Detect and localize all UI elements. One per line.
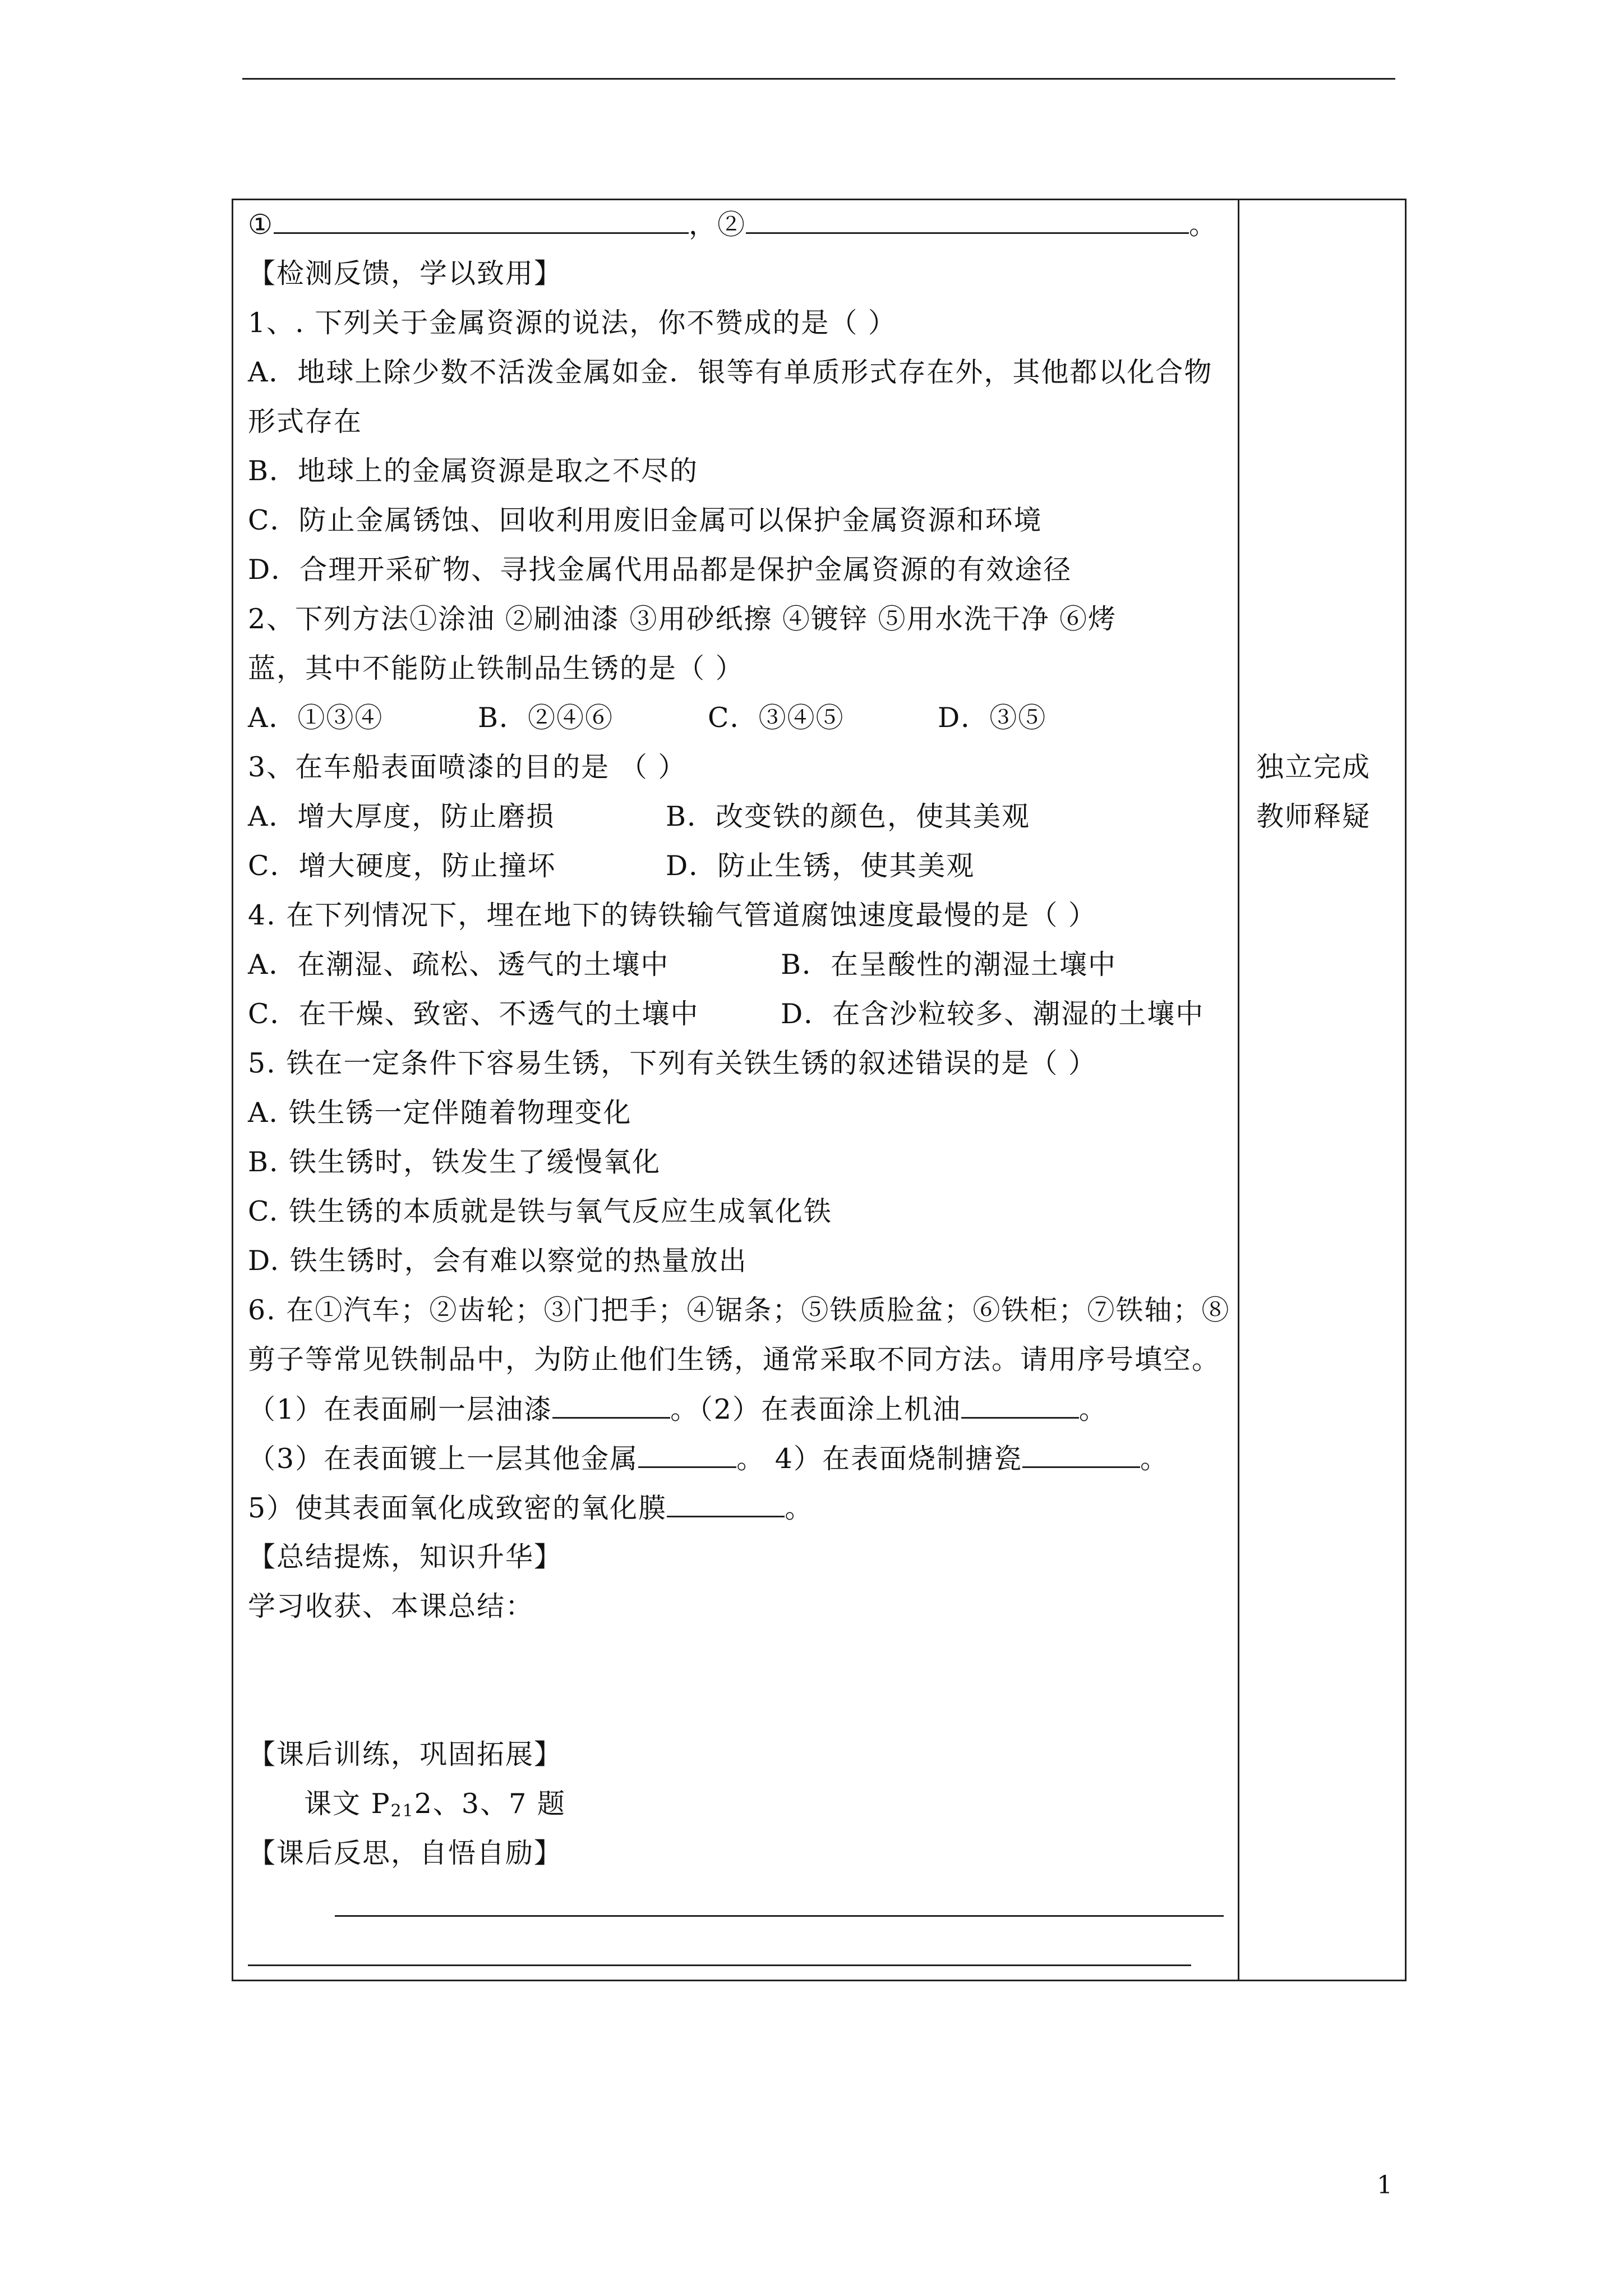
q1-option-c: C．防止金属锈蚀、回收利用废旧金属可以保护金属资源和环境 bbox=[248, 504, 1043, 536]
q6-stem: 6. 在①汽车；②齿轮；③门把手；④锯条；⑤铁质脸盆；⑥铁柜；⑦铁轴；⑧ bbox=[248, 1294, 1230, 1326]
q6-blank-5[interactable] bbox=[667, 1491, 785, 1517]
q3-option-d: D．防止生锈，使其美观 bbox=[666, 850, 975, 882]
side-note-independent: 独立完成 bbox=[1256, 751, 1371, 783]
q6-blank-4[interactable] bbox=[1022, 1442, 1140, 1468]
q3-options-row1 bbox=[248, 800, 1031, 834]
q2-stem-cont: 蓝，其中不能防止铁制品生锈的是（ ） bbox=[248, 652, 744, 684]
reflection-line-2[interactable] bbox=[248, 1964, 1191, 1966]
q6-stem-cont: 剪子等常见铁制品中，为防止他们生锈，通常采取不同方法。请用序号填空。 bbox=[248, 1343, 1221, 1375]
q1-stem: 1、. 下列关于金属资源的说法，你不赞成的是（ ） bbox=[248, 307, 897, 339]
q6-fill-row3: 5）使其表面氧化成致密的氧化膜 。 bbox=[248, 1492, 814, 1524]
q1-option-d: D．合理开采矿物、寻找金属代用品都是保护金属资源的有效途径 bbox=[248, 554, 1072, 586]
q3-stem: 3、在车船表面喷漆的目的是 （ ） bbox=[248, 751, 687, 783]
q1-option-b: B．地球上的金属资源是取之不尽的 bbox=[248, 455, 699, 487]
answer-blank-2[interactable] bbox=[746, 208, 1189, 234]
reflection-line-1[interactable] bbox=[335, 1915, 1224, 1917]
q5-option-c: C. 铁生锈的本质就是铁与氧气反应生成氧化铁 bbox=[248, 1195, 832, 1227]
q4-option-a: A．在潮湿、疏松、透气的土壤中 bbox=[248, 949, 670, 981]
q4-option-d: D．在含沙粒较多、潮湿的土壤中 bbox=[781, 998, 1205, 1030]
q6-fill-row1: （1）在表面刷一层油漆 。（2）在表面涂上机油 。 bbox=[248, 1393, 1108, 1425]
q3-option-c: C．增大硬度，防止撞坏 bbox=[248, 850, 556, 882]
q6-fill-row2: （3）在表面镀上一层其他金属 。 4）在表面烧制搪瓷 。 bbox=[248, 1443, 1169, 1475]
q6-blank-3[interactable] bbox=[638, 1442, 736, 1468]
side-note-teacher: 教师释疑 bbox=[1256, 800, 1371, 832]
section-heading-homework: 【课后训练，巩固拓展】 bbox=[248, 1738, 563, 1770]
q1-option-a-cont: 形式存在 bbox=[248, 406, 363, 438]
q2-options bbox=[248, 701, 1047, 735]
q2-stem: 2、下列方法①涂油 ②刷油漆 ③用砂纸擦 ④镀锌 ⑤用水洗干净 ⑥烤 bbox=[248, 603, 1117, 635]
header-rule bbox=[242, 78, 1395, 80]
section-heading-feedback: 【检测反馈，学以致用】 bbox=[248, 257, 563, 289]
summary-prompt: 学习收获、本课总结： bbox=[248, 1590, 534, 1622]
fill-line: ① ，② 。 bbox=[248, 209, 1218, 241]
column-divider bbox=[1238, 199, 1239, 1981]
q3-option-a: A．增大厚度，防止磨损 bbox=[248, 800, 555, 832]
q4-option-c: C．在干燥、致密、不透气的土壤中 bbox=[248, 998, 699, 1030]
q6-blank-1[interactable] bbox=[552, 1392, 670, 1419]
q4-stem: 4. 在下列情况下，埋在地下的铸铁输气管道腐蚀速度最慢的是（ ） bbox=[248, 899, 1097, 931]
section-heading-summary: 【总结提炼，知识升华】 bbox=[248, 1541, 563, 1573]
q5-stem: 5. 铁在一定条件下容易生锈，下列有关铁生锈的叙述错误的是（ ） bbox=[248, 1047, 1097, 1079]
q4-options-row2 bbox=[248, 997, 1205, 1031]
q4-option-b: B．在呈酸性的潮湿土壤中 bbox=[781, 949, 1117, 981]
q2-option-c: C．③④⑤ bbox=[708, 702, 845, 734]
q2-option-b: B．②④⑥ bbox=[478, 702, 614, 734]
q6-blank-2[interactable] bbox=[961, 1392, 1079, 1419]
page-number: 1 bbox=[1377, 2171, 1393, 2200]
section-heading-reflect: 【课后反思，自悟自励】 bbox=[248, 1837, 563, 1869]
q2-option-a: A．①③④ bbox=[248, 702, 384, 734]
homework-assignment: 课文 $P_{21}2$、3、7 题 bbox=[304, 1788, 566, 1821]
q5-option-b: B. 铁生锈时，铁发生了缓慢氧化 bbox=[248, 1146, 661, 1178]
q3-options-row2 bbox=[248, 849, 975, 883]
q5-option-a: A. 铁生锈一定伴随着物理变化 bbox=[248, 1097, 632, 1129]
q5-option-d: D. 铁生锈时，会有难以察觉的热量放出 bbox=[248, 1245, 748, 1277]
answer-blank-1[interactable] bbox=[274, 208, 689, 234]
q1-option-a: A．地球上除少数不活泼金属如金．银等有单质形式存在外，其他都以化合物 bbox=[248, 356, 1213, 388]
q3-option-b: B．改变铁的颜色，使其美观 bbox=[666, 800, 1031, 832]
q4-options-row1 bbox=[248, 948, 1117, 982]
q2-option-d: D．③⑤ bbox=[938, 702, 1047, 734]
